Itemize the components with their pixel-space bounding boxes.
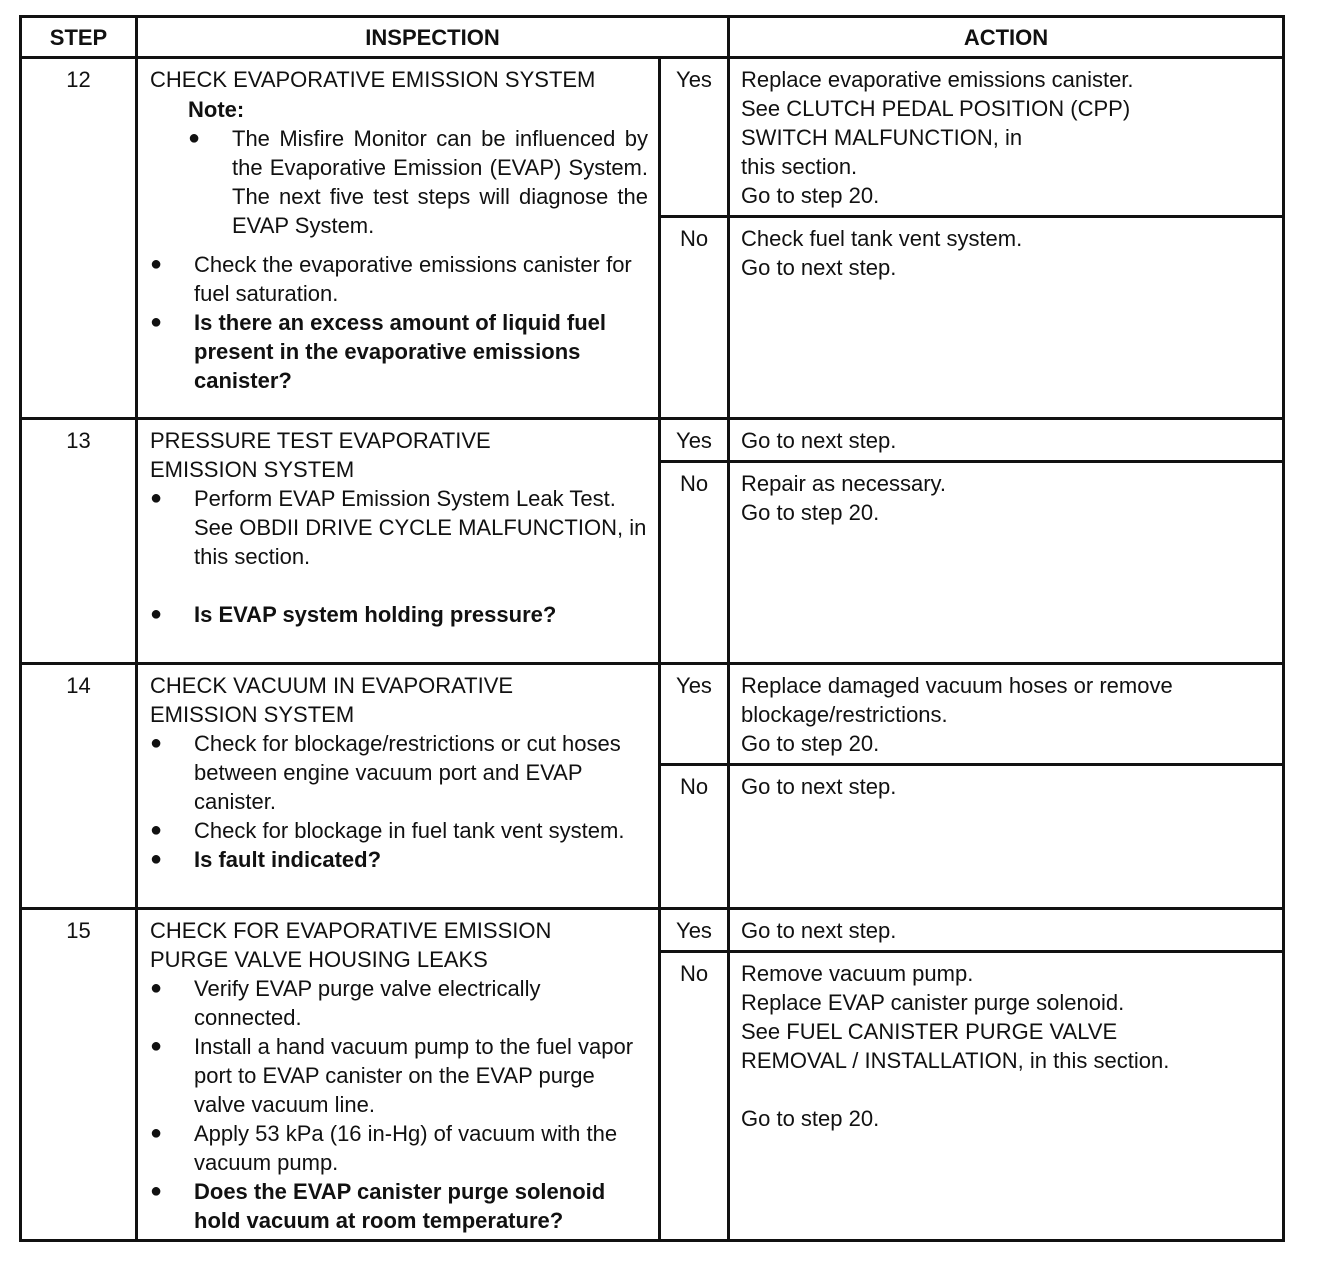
bullet-text: Apply 53 kPa (16 in-Hg) of vacuum with the vacuum pump.	[194, 1121, 618, 1175]
inspection-question	[150, 1177, 648, 1235]
diagnostic-table	[19, 15, 1285, 1242]
yes-action	[729, 58, 1284, 217]
note-label: Note:	[188, 97, 245, 122]
note-block	[188, 95, 648, 240]
step-number: 15	[21, 909, 137, 1241]
inspection-title: EMISSION SYSTEM	[150, 702, 355, 727]
bullet-text: Check the evaporative emissions canister for fuel saturation.	[194, 252, 632, 306]
bullet-icon: ●	[150, 1122, 163, 1144]
bullet-icon: ●	[150, 977, 163, 999]
inspection-title: CHECK VACUUM IN EVAPORATIVE	[150, 673, 514, 698]
no-label: No	[660, 462, 729, 664]
inspection-title: PURGE VALVE HOUSING LEAKS	[150, 947, 488, 972]
bullet-text: Check for blockage/restrictions or cut hoses between engine vacuum port and EVAP canister.	[194, 731, 621, 814]
question-text: Is EVAP system holding pressure?	[194, 602, 557, 627]
bullet-icon: ●	[150, 848, 163, 870]
action-line: See FUEL CANISTER PURGE VALVE	[741, 1019, 1118, 1044]
action-line: Go to next step.	[741, 918, 897, 943]
yes-label: Yes	[660, 58, 729, 217]
yes-action	[729, 909, 1284, 952]
action-line: Replace evaporative emissions canister.	[741, 67, 1134, 92]
inspection-question	[150, 308, 648, 395]
inspection-title: EMISSION SYSTEM	[150, 457, 355, 482]
action-line: REMOVAL / INSTALLATION, in this section.	[741, 1048, 1170, 1073]
header-inspection: INSPECTION	[137, 17, 729, 58]
inspection-bullet	[150, 974, 648, 1032]
yes-label: Yes	[660, 909, 729, 952]
inspection-question	[150, 845, 648, 874]
action-line: Go to next step.	[741, 255, 897, 280]
action-line: this section.	[741, 154, 858, 179]
action-line: Replace damaged vacuum hoses or remove	[741, 673, 1173, 698]
inspection-cell	[137, 664, 660, 909]
inspection-bullet	[150, 729, 648, 816]
question-text: Does the EVAP canister purge solenoid hold vacuum at room temperature?	[194, 1179, 606, 1233]
note-bullet	[188, 124, 648, 240]
bullet-icon: ●	[150, 253, 163, 275]
step-number: 12	[21, 58, 137, 419]
bullet-icon: ●	[150, 603, 163, 625]
bullet-icon: ●	[150, 1035, 163, 1057]
no-label: No	[660, 217, 729, 419]
inspection-cell	[137, 419, 660, 664]
inspection-title: PRESSURE TEST EVAPORATIVE	[150, 428, 491, 453]
no-action	[729, 217, 1284, 419]
yes-action	[729, 419, 1284, 462]
no-action	[729, 952, 1284, 1241]
no-action	[729, 765, 1284, 909]
action-line: Repair as necessary.	[741, 471, 947, 496]
note-text: The Misfire Monitor can be influenced by the Evaporative Emission (EVAP) System. The next five test steps will diagnose the EVAP System.	[232, 126, 648, 238]
step-13-yes-row	[21, 419, 1284, 462]
header-row	[21, 17, 1284, 58]
action-line: blockage/restrictions.	[741, 702, 948, 727]
action-line: Check fuel tank vent system.	[741, 226, 1023, 251]
header-step: STEP	[21, 17, 137, 58]
no-label: No	[660, 952, 729, 1241]
question-text: Is fault indicated?	[194, 847, 382, 872]
action-line: SWITCH MALFUNCTION, in	[741, 125, 1023, 150]
bullet-text: Check for blockage in fuel tank vent system.	[194, 818, 625, 843]
spacer	[741, 1075, 1272, 1104]
action-line: Go to step 20.	[741, 500, 880, 525]
bullet-text-main: Perform EVAP Emission System Leak Test.	[194, 486, 616, 511]
inspection-bullet	[150, 484, 648, 571]
action-line: Go to step 20.	[741, 183, 880, 208]
yes-label: Yes	[660, 664, 729, 765]
step-12-yes-row	[21, 58, 1284, 217]
bullet-icon: ●	[150, 819, 163, 841]
inspection-bullet	[150, 816, 648, 845]
inspection-cell	[137, 909, 660, 1241]
inspection-title: CHECK FOR EVAPORATIVE EMISSION	[150, 918, 552, 943]
inspection-title: CHECK EVAPORATIVE EMISSION SYSTEM	[150, 67, 596, 92]
action-line: Go to next step.	[741, 428, 897, 453]
action-line: See CLUTCH PEDAL POSITION (CPP)	[741, 96, 1131, 121]
bullet-text-reference: See OBDII DRIVE CYCLE MALFUNCTION, in this section.	[194, 515, 647, 569]
bullet-icon: ●	[150, 487, 163, 509]
step-15-yes-row	[21, 909, 1284, 952]
question-text: Is there an excess amount of liquid fuel present in the evaporative emissions canister?	[194, 310, 606, 393]
inspection-bullet	[150, 250, 648, 308]
action-line: Go to step 20.	[741, 1106, 880, 1131]
bullet-icon: ●	[150, 1180, 163, 1202]
action-line: Remove vacuum pump.	[741, 961, 974, 986]
spacer	[150, 571, 648, 600]
header-action: ACTION	[729, 17, 1284, 58]
action-line: Go to step 20.	[741, 731, 880, 756]
action-line: Go to next step.	[741, 774, 897, 799]
no-action	[729, 462, 1284, 664]
bullet-text: Install a hand vacuum pump to the fuel vapor port to EVAP canister on the EVAP purge valve vacuum line.	[194, 1034, 634, 1117]
bullet-icon: ●	[150, 732, 163, 754]
inspection-bullet	[150, 1032, 648, 1119]
bullet-text	[194, 484, 648, 571]
bullet-icon: ●	[188, 127, 201, 149]
yes-action	[729, 664, 1284, 765]
no-label: No	[660, 765, 729, 909]
step-number: 14	[21, 664, 137, 909]
bullet-icon: ●	[150, 311, 163, 333]
yes-label: Yes	[660, 419, 729, 462]
inspection-question	[150, 600, 648, 629]
inspection-cell	[137, 58, 660, 419]
action-line: Replace EVAP canister purge solenoid.	[741, 990, 1125, 1015]
inspection-bullet	[150, 1119, 648, 1177]
bullet-text: Verify EVAP purge valve electrically connected.	[194, 976, 541, 1030]
step-number: 13	[21, 419, 137, 664]
step-14-yes-row	[21, 664, 1284, 765]
